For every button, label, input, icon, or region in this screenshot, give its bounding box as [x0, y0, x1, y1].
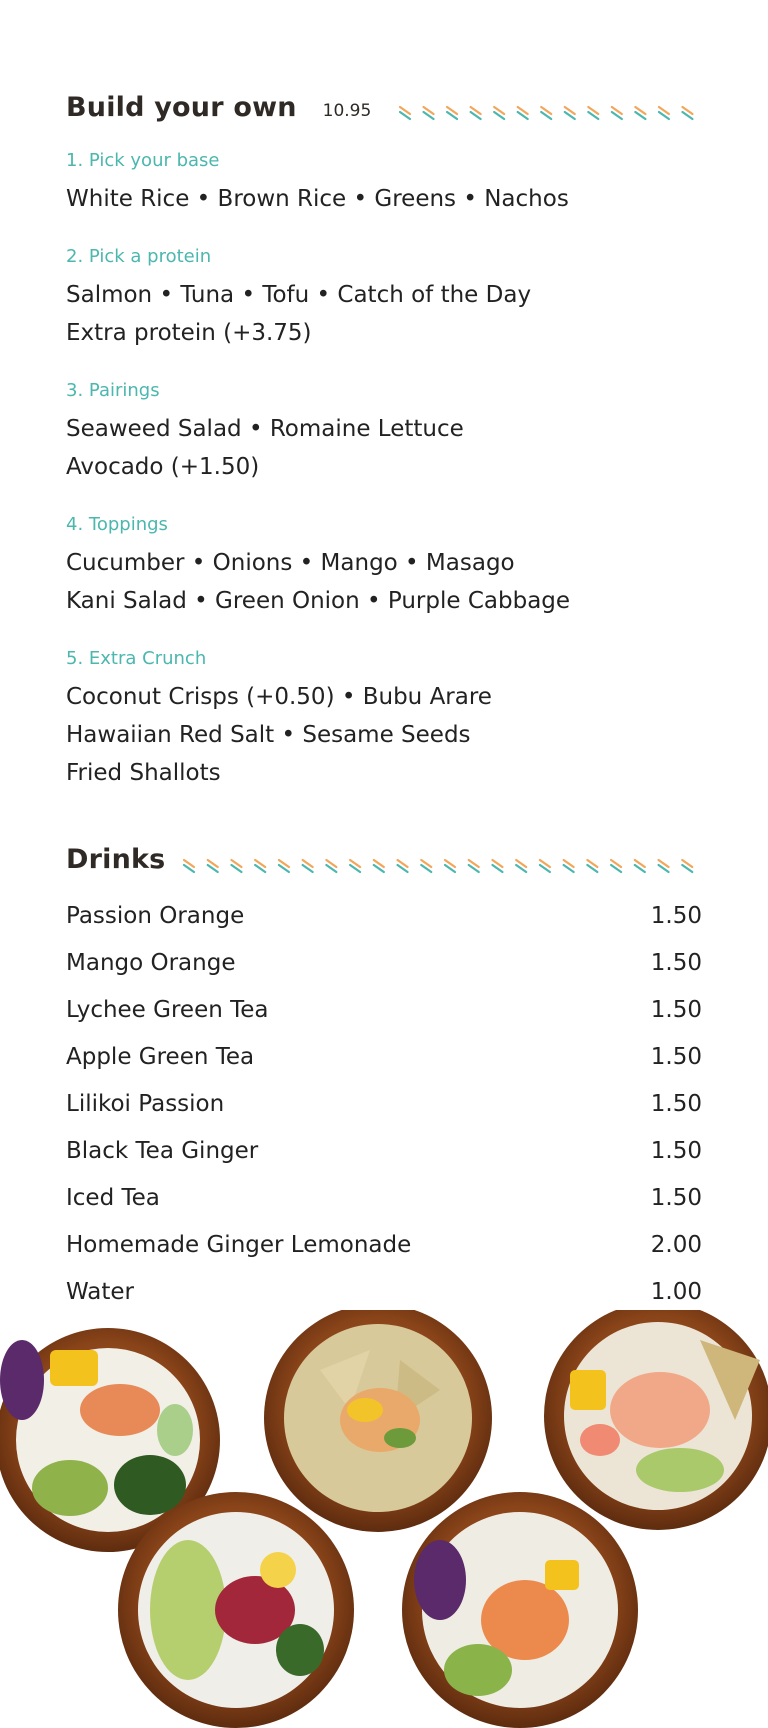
drink-name: Homemade Ginger Lemonade	[66, 1232, 412, 1258]
drinks-title: Drinks	[66, 844, 166, 875]
bowl-image	[544, 1310, 768, 1530]
drink-row	[66, 1272, 702, 1312]
step-options: Fried Shallots	[66, 760, 221, 786]
decorative-dashes-icon	[182, 854, 704, 876]
drink-name: Lilikoi Passion	[66, 1091, 225, 1117]
drink-row	[66, 1178, 702, 1218]
build-your-own-header	[66, 92, 371, 123]
drink-price: 1.50	[650, 997, 702, 1023]
drink-name: Water	[66, 1279, 134, 1305]
step-toppings	[66, 516, 716, 620]
step-label: 4. Toppings	[66, 514, 168, 535]
drink-name: Iced Tea	[66, 1185, 160, 1211]
step-pairings	[66, 382, 716, 486]
step-options: Kani Salad • Green Onion • Purple Cabbage	[66, 588, 571, 614]
step-label: 5. Extra Crunch	[66, 648, 207, 669]
bowl-image	[118, 1492, 354, 1728]
drink-price: 1.50	[650, 903, 702, 929]
drink-price: 1.50	[650, 1091, 702, 1117]
drink-row	[66, 943, 702, 983]
drink-price: 1.00	[650, 1279, 702, 1305]
drink-row	[66, 896, 702, 936]
step-options: Avocado (+1.50)	[66, 454, 260, 480]
drink-price: 1.50	[650, 1138, 702, 1164]
drink-name: Black Tea Ginger	[66, 1138, 259, 1164]
drink-name: Passion Orange	[66, 903, 245, 929]
step-options: Coconut Crisps (+0.50) • Bubu Arare	[66, 684, 492, 710]
drink-row	[66, 1037, 702, 1077]
step-options: Seaweed Salad • Romaine Lettuce	[66, 416, 464, 442]
drink-price: 1.50	[650, 1044, 702, 1070]
bowl-image	[264, 1310, 492, 1532]
step-options: Extra protein (+3.75)	[66, 320, 312, 346]
build-your-own-title: Build your own	[66, 92, 297, 123]
drinks-header	[66, 844, 165, 875]
step-label: 1. Pick your base	[66, 150, 220, 171]
build-your-own-price: 10.95	[322, 101, 372, 121]
decorative-dashes-icon	[398, 101, 704, 123]
drink-price: 1.50	[650, 950, 702, 976]
drink-name: Lychee Green Tea	[66, 997, 269, 1023]
step-protein	[66, 248, 716, 352]
step-label: 3. Pairings	[66, 380, 160, 401]
step-options: White Rice • Brown Rice • Greens • Nachos	[66, 186, 569, 212]
drink-name: Mango Orange	[66, 950, 236, 976]
drink-price: 2.00	[650, 1232, 702, 1258]
drink-row	[66, 1084, 702, 1124]
step-options: Salmon • Tuna • Tofu • Catch of the Day	[66, 282, 532, 308]
step-base	[66, 152, 716, 218]
drink-row	[66, 1225, 702, 1265]
step-extra-crunch	[66, 650, 716, 792]
step-label: 2. Pick a protein	[66, 246, 212, 267]
drink-name: Apple Green Tea	[66, 1044, 255, 1070]
poke-bowls-photo	[0, 1310, 768, 1728]
drink-row	[66, 1131, 702, 1171]
drink-price: 1.50	[650, 1185, 702, 1211]
drink-row	[66, 990, 702, 1030]
bowl-image	[402, 1492, 638, 1728]
step-options: Cucumber • Onions • Mango • Masago	[66, 550, 515, 576]
step-options: Hawaiian Red Salt • Sesame Seeds	[66, 722, 471, 748]
